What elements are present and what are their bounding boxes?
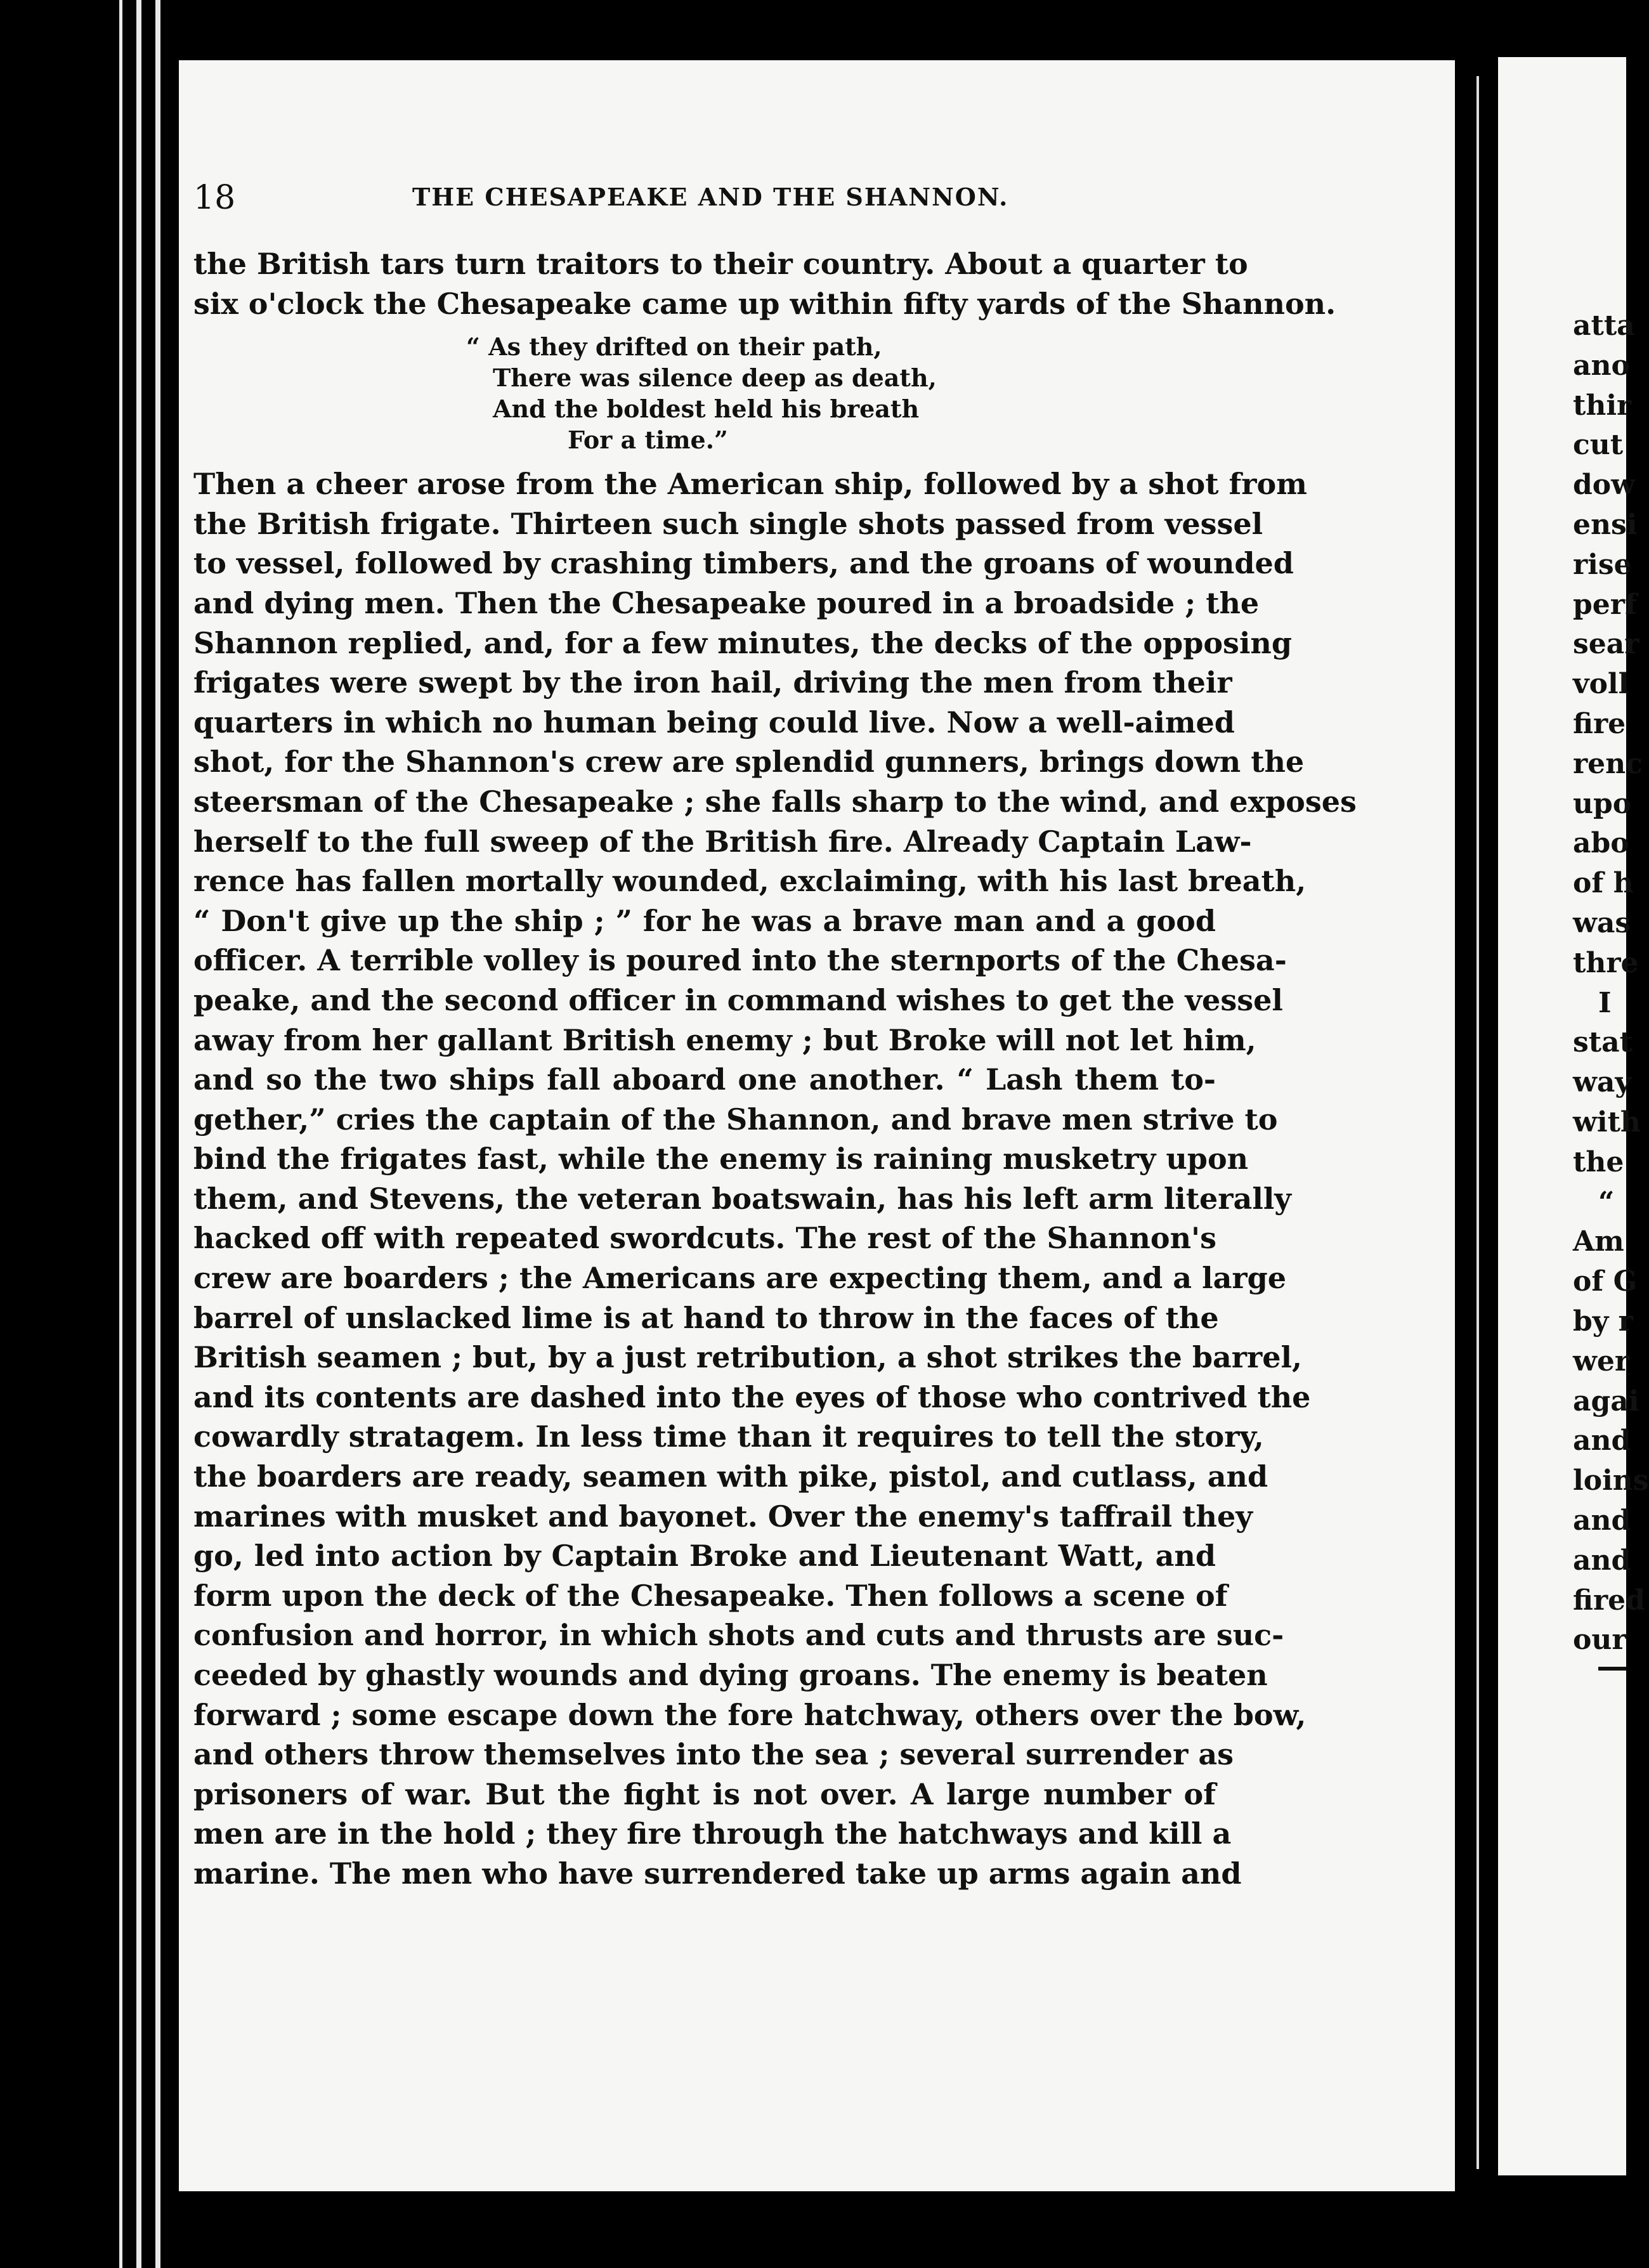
text-line: the British tars turn traitors to their country. About a quarter to [193, 247, 1248, 281]
fragment-line: of G [1573, 1265, 1638, 1298]
verse-quote [193, 331, 1216, 455]
text-line: cowardly stratagem. In less time than it requires to tell the story, [193, 1419, 1264, 1454]
text-line: British seamen ; but, by a just retribution, a shot strikes the barrel, [193, 1340, 1303, 1375]
text-line: frigates were swept by the iron hail, driving the men from their [193, 665, 1232, 700]
fragment-line: our [1573, 1624, 1627, 1657]
text-line: and dying men. Then the Chesapeake poured in a broadside ; the [193, 585, 1260, 620]
text-line: bind the frigates fast, while the enemy is raining musketry upon [193, 1142, 1249, 1176]
text-line: go, led into action by Captain Broke and Lieutenant Watt, and [193, 1539, 1216, 1574]
paragraph [193, 464, 1357, 1893]
fragment-line: was [1573, 906, 1631, 939]
fragment-line: and [1573, 1424, 1631, 1457]
text-line: and so the two ships fall aboard one another. “ Lash them to- [193, 1062, 1216, 1097]
page-number: 18 [193, 179, 236, 217]
fragment-line: by r [1573, 1305, 1633, 1338]
text-line: form upon the deck of the Chesapeake. Then follows a scene of [193, 1578, 1228, 1613]
fragment-line: perf [1573, 588, 1637, 621]
page-edge-line [1476, 76, 1479, 2169]
fragment-line: thir [1573, 389, 1632, 422]
text-line: steersman of the Chesapeake ; she falls sharp to the wind, and exposes [193, 784, 1357, 819]
page-header [193, 179, 1234, 217]
text-line: rence has fallen mortally wounded, exclaiming, with his last breath, [193, 864, 1307, 899]
fragment-line: stat [1573, 1026, 1633, 1059]
fragment-line: “ [1598, 1185, 1615, 1218]
text-line: peake, and the second officer in command wishes to get the vessel [193, 982, 1283, 1017]
verse-line: For a time.” [568, 426, 728, 455]
fragment-line: rise [1573, 548, 1632, 581]
text-line: crew are boarders ; the Americans are expecting them, and a large [193, 1261, 1287, 1296]
fragment-line: and [1573, 1544, 1631, 1577]
text-line: herself to the full sweep of the British fire. Already Captain Law- [193, 824, 1252, 859]
fragment-line: abo [1573, 827, 1629, 860]
fragment-line: sear [1573, 628, 1639, 661]
text-line: barrel of unslacked lime is at hand to throw in the faces of the [193, 1300, 1219, 1335]
text-line: officer. A terrible volley is poured into the sternports of the Chesa- [193, 943, 1287, 978]
page-edge-line [136, 0, 141, 2268]
text-line: confusion and horror, in which shots and cuts and thrusts are suc- [193, 1618, 1284, 1653]
fragment-line: and [1573, 1504, 1631, 1537]
fragment-line: ano [1573, 349, 1630, 382]
facing-page-rule [1598, 1667, 1626, 1671]
fragment-line: wer [1573, 1345, 1630, 1378]
fragment-line: loins [1573, 1464, 1649, 1497]
fragment-line: the [1573, 1145, 1624, 1178]
fragment-line: I [1598, 986, 1612, 1019]
fragment-line: way [1573, 1066, 1631, 1099]
fragment-line: renc [1573, 747, 1643, 780]
text-line: men are in the hold ; they fire through the hatchways and kill a [193, 1816, 1232, 1851]
fragment-line: fired [1573, 1584, 1645, 1617]
facing-page-text [1573, 306, 1649, 1660]
fragment-line: with [1573, 1105, 1641, 1138]
fragment-line: cut [1573, 429, 1624, 462]
fragment-line: dow [1573, 469, 1635, 502]
fragment-line: voll [1573, 668, 1629, 701]
page-edge-line [155, 0, 160, 2268]
running-title: THE CHESAPEAKE AND THE SHANNON. [412, 183, 1009, 211]
text-line: Then a cheer arose from the American ship, followed by a shot from [193, 467, 1307, 502]
text-line: and others throw themselves into the sea ; several surrender as [193, 1737, 1234, 1772]
text-line: prisoners of war. But the fight is not over. A large number of [193, 1776, 1216, 1811]
text-line: the boarders are ready, seamen with pike, pistol, and cutlass, and [193, 1459, 1268, 1494]
text-line: marines with musket and bayonet. Over the enemy's taffrail they [193, 1499, 1253, 1534]
fragment-line: atta [1573, 310, 1635, 342]
fragment-line: thre [1573, 946, 1639, 979]
verse-line: And the boldest held his breath [493, 394, 920, 424]
text-line: to vessel, followed by crashing timbers, and the groans of wounded [193, 546, 1294, 581]
text-line: six o'clock the Chesapeake came up within fifty yards of the Shannon. [193, 286, 1336, 321]
fragment-line: of h [1573, 867, 1634, 900]
fragment-line: fire [1573, 707, 1626, 740]
text-line: and its contents are dashed into the eyes of those who contrived the [193, 1379, 1311, 1414]
text-line: forward ; some escape down the fore hatchway, others over the bow, [193, 1697, 1307, 1732]
text-line: ceeded by ghastly wounds and dying groans. The enemy is beaten [193, 1658, 1268, 1692]
fragment-line: ensi [1573, 508, 1638, 541]
text-line: away from her gallant British enemy ; but Broke will not let him, [193, 1022, 1256, 1057]
text-line: gether,” cries the captain of the Shannon, and brave men strive to [193, 1102, 1278, 1137]
body-text [193, 244, 1357, 1894]
verse-line: “ As they drifted on their path, [466, 332, 882, 362]
verse-line: There was silence deep as death, [493, 363, 937, 393]
text-line: them, and Stevens, the veteran boatswain, has his left arm literally [193, 1181, 1292, 1216]
fragment-line: upo [1573, 787, 1632, 820]
text-line: marine. The men who have surrendered take up arms again and [193, 1856, 1242, 1891]
text-line: hacked off with repeated swordcuts. The rest of the Shannon's [193, 1221, 1216, 1256]
text-line: Shannon replied, and, for a few minutes, the decks of the opposing [193, 625, 1293, 660]
text-line: shot, for the Shannon's crew are splendid gunners, brings down the [193, 745, 1305, 779]
text-line: quarters in which no human being could live. Now a well-aimed [193, 705, 1235, 740]
fragment-line: Am [1573, 1225, 1624, 1258]
text-line: the British frigate. Thirteen such single shots passed from vessel [193, 506, 1263, 541]
text-line: “ Don't give up the ship ; ” for he was a brave man and a good [193, 903, 1216, 938]
fragment-line: agai [1573, 1385, 1639, 1418]
page-edge-line [119, 0, 122, 2268]
